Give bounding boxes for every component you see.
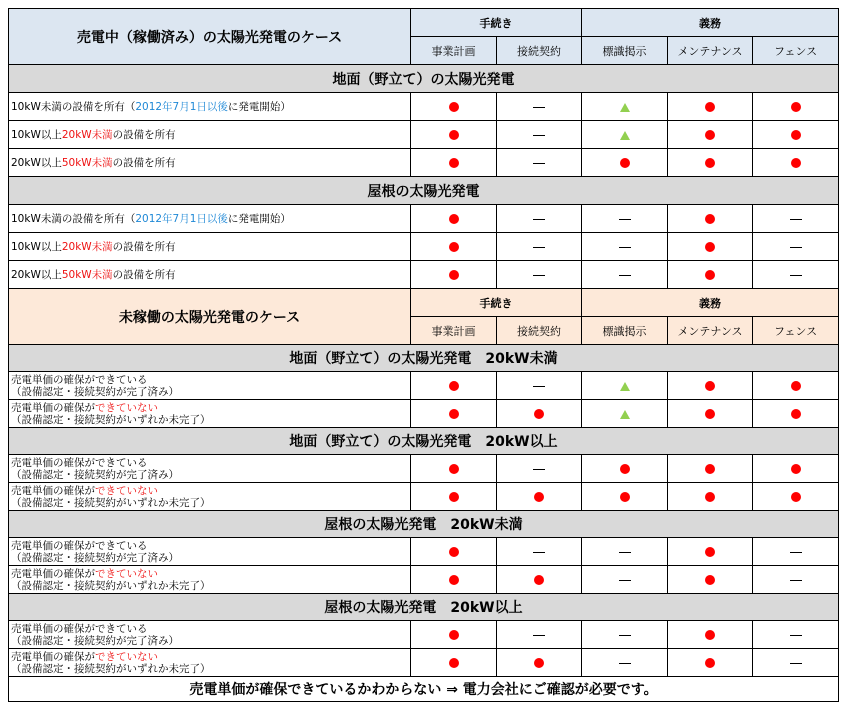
highlighted-text: できていない	[95, 650, 158, 663]
table-row	[9, 205, 839, 233]
cell-connection-contract	[497, 149, 582, 177]
red-circle-icon	[449, 547, 459, 557]
table-row	[9, 121, 839, 149]
column-header-maintenance: メンテナンス	[668, 37, 753, 65]
green-triangle-icon	[620, 382, 630, 391]
cell-maintenance	[668, 649, 753, 677]
cell-maintenance	[668, 205, 753, 233]
cell-connection-contract	[497, 649, 582, 677]
red-circle-icon	[705, 492, 715, 502]
highlighted-text: 50kW未満	[61, 269, 113, 281]
red-circle-icon	[705, 214, 715, 224]
table-row	[9, 372, 839, 400]
cell-sign-posting	[582, 649, 668, 677]
red-circle-icon	[620, 492, 630, 502]
row-label-line2: （設備認定・接続契約がいずれか未完了）	[11, 662, 211, 675]
cell-fence	[753, 483, 839, 511]
highlighted-text: できていない	[95, 567, 158, 580]
row-label	[9, 621, 411, 649]
red-circle-icon	[791, 464, 801, 474]
label-text: 20kW以上	[11, 157, 62, 169]
label-text: 売電単価の確保が	[11, 567, 95, 580]
table-row	[9, 149, 839, 177]
highlighted-text: 2012年7月1日以後	[135, 101, 228, 113]
red-circle-icon	[705, 464, 715, 474]
cell-connection-contract	[497, 483, 582, 511]
section-title: 屋根の太陽光発電	[9, 177, 839, 205]
label-text: 10kW以上	[11, 129, 62, 141]
dash-icon	[619, 552, 631, 553]
red-circle-icon	[449, 102, 459, 112]
red-circle-icon	[449, 492, 459, 502]
cell-maintenance	[668, 400, 753, 428]
red-circle-icon	[705, 158, 715, 168]
label-text: 売電単価の確保が	[11, 484, 95, 497]
red-circle-icon	[449, 658, 459, 668]
red-circle-icon	[705, 130, 715, 140]
red-circle-icon	[449, 158, 459, 168]
dash-icon	[533, 552, 545, 553]
column-header-maintenance: メンテナンス	[668, 317, 753, 345]
cell-connection-contract	[497, 566, 582, 594]
red-circle-icon	[791, 381, 801, 391]
dash-icon	[533, 386, 545, 387]
label-text: 10kW以上	[11, 241, 62, 253]
red-circle-icon	[705, 270, 715, 280]
group-header-procedures: 手続き	[411, 289, 582, 317]
row-label	[9, 205, 411, 233]
red-circle-icon	[534, 409, 544, 419]
dash-icon	[533, 219, 545, 220]
cell-fence	[753, 621, 839, 649]
label-text: 売電単価の確保が	[11, 650, 95, 663]
column-header-business-plan: 事業計画	[411, 37, 497, 65]
cell-maintenance	[668, 261, 753, 289]
row-label	[9, 93, 411, 121]
cell-fence	[753, 121, 839, 149]
cell-business-plan	[411, 233, 497, 261]
row-label	[9, 121, 411, 149]
cell-business-plan	[411, 121, 497, 149]
cell-business-plan	[411, 566, 497, 594]
cell-connection-contract	[497, 93, 582, 121]
red-circle-icon	[449, 214, 459, 224]
green-triangle-icon	[620, 103, 630, 112]
dash-icon	[790, 275, 802, 276]
row-label	[9, 233, 411, 261]
section-title: 屋根の太陽光発電 20kW未満	[9, 511, 839, 538]
cell-business-plan	[411, 205, 497, 233]
column-header-fence: フェンス	[753, 37, 839, 65]
dash-icon	[790, 580, 802, 581]
highlighted-text: 2012年7月1日以後	[135, 213, 228, 225]
table-title-non-operating: 未稼働の太陽光発電のケース	[9, 289, 411, 345]
cell-business-plan	[411, 483, 497, 511]
column-header-sign-posting: 標識掲示	[582, 317, 668, 345]
row-label	[9, 566, 411, 594]
label-text: の設備を所有	[112, 269, 176, 281]
red-circle-icon	[791, 158, 801, 168]
row-label	[9, 538, 411, 566]
row-label	[9, 483, 411, 511]
row-label-line1	[11, 457, 410, 469]
row-label	[9, 400, 411, 428]
section-title: 地面（野立て）の太陽光発電 20kW未満	[9, 345, 839, 372]
dash-icon	[533, 247, 545, 248]
label-text: の設備を所有	[112, 157, 176, 169]
label-text: に発電開始）	[227, 101, 291, 113]
row-label-line2: （設備認定・接続契約が完了済み）	[11, 551, 179, 564]
red-circle-icon	[705, 575, 715, 585]
cell-sign-posting	[582, 233, 668, 261]
row-label	[9, 149, 411, 177]
row-label-line1	[11, 540, 410, 552]
cell-connection-contract	[497, 621, 582, 649]
row-label-line2: （設備認定・接続契約が完了済み）	[11, 634, 179, 647]
cell-connection-contract	[497, 538, 582, 566]
cell-sign-posting	[582, 483, 668, 511]
dash-icon	[790, 552, 802, 553]
row-label	[9, 455, 411, 483]
cell-business-plan	[411, 372, 497, 400]
column-header-connection-contract: 接続契約	[497, 317, 582, 345]
column-header-sign-posting: 標識掲示	[582, 37, 668, 65]
dash-icon	[619, 663, 631, 664]
cell-connection-contract	[497, 400, 582, 428]
label-text: 売電単価の確保ができている	[11, 373, 148, 386]
red-circle-icon	[449, 630, 459, 640]
cell-sign-posting	[582, 538, 668, 566]
table-row	[9, 233, 839, 261]
table-row	[9, 649, 839, 677]
table-row	[9, 455, 839, 483]
red-circle-icon	[449, 242, 459, 252]
cell-maintenance	[668, 372, 753, 400]
red-circle-icon	[534, 575, 544, 585]
table-row	[9, 93, 839, 121]
dash-icon	[619, 635, 631, 636]
dash-icon	[790, 247, 802, 248]
red-circle-icon	[705, 630, 715, 640]
row-label-line2: （設備認定・接続契約がいずれか未完了）	[11, 413, 211, 426]
row-label-line1	[11, 623, 410, 635]
label-text: の設備を所有	[112, 129, 176, 141]
label-text: 売電単価の確保が	[11, 401, 95, 414]
dash-icon	[533, 107, 545, 108]
cell-business-plan	[411, 621, 497, 649]
cell-maintenance	[668, 538, 753, 566]
highlighted-text: できていない	[95, 484, 158, 497]
cell-sign-posting	[582, 149, 668, 177]
table-row	[9, 621, 839, 649]
cell-business-plan	[411, 149, 497, 177]
cell-sign-posting	[582, 566, 668, 594]
cell-sign-posting	[582, 121, 668, 149]
column-header-business-plan: 事業計画	[411, 317, 497, 345]
section-title: 地面（野立て）の太陽光発電	[9, 65, 839, 93]
red-circle-icon	[705, 102, 715, 112]
label-text: 10kW未満の設備を所有（	[11, 213, 136, 225]
cell-maintenance	[668, 566, 753, 594]
red-circle-icon	[791, 102, 801, 112]
cell-maintenance	[668, 621, 753, 649]
green-triangle-icon	[620, 131, 630, 140]
row-label-line1	[11, 485, 410, 497]
label-text: の設備を所有	[112, 241, 176, 253]
row-label-line2: （設備認定・接続契約がいずれか未完了）	[11, 496, 211, 509]
table-row	[9, 400, 839, 428]
group-header-obligations: 義務	[582, 289, 839, 317]
red-circle-icon	[620, 464, 630, 474]
red-circle-icon	[449, 270, 459, 280]
cell-maintenance	[668, 455, 753, 483]
cell-fence	[753, 205, 839, 233]
cell-business-plan	[411, 649, 497, 677]
cell-connection-contract	[497, 455, 582, 483]
cell-maintenance	[668, 93, 753, 121]
dash-icon	[533, 635, 545, 636]
section-title: 屋根の太陽光発電 20kW以上	[9, 594, 839, 621]
cell-business-plan	[411, 538, 497, 566]
red-circle-icon	[534, 492, 544, 502]
cell-fence	[753, 566, 839, 594]
highlighted-text: 20kW未満	[61, 129, 113, 141]
red-circle-icon	[449, 575, 459, 585]
label-text: に発電開始）	[227, 213, 291, 225]
solar-obligation-table	[8, 8, 839, 702]
row-label	[9, 649, 411, 677]
red-circle-icon	[791, 409, 801, 419]
dash-icon	[533, 163, 545, 164]
red-circle-icon	[705, 409, 715, 419]
cell-sign-posting	[582, 372, 668, 400]
cell-business-plan	[411, 455, 497, 483]
group-header-obligations: 義務	[582, 9, 839, 37]
cell-fence	[753, 649, 839, 677]
cell-maintenance	[668, 121, 753, 149]
highlighted-text: 20kW未満	[61, 241, 113, 253]
label-text: 売電単価の確保ができている	[11, 622, 148, 635]
red-circle-icon	[620, 158, 630, 168]
red-circle-icon	[791, 492, 801, 502]
cell-sign-posting	[582, 400, 668, 428]
label-text: 売電単価の確保ができている	[11, 539, 148, 552]
red-circle-icon	[705, 381, 715, 391]
table-row	[9, 566, 839, 594]
table-row	[9, 538, 839, 566]
cell-sign-posting	[582, 455, 668, 483]
red-circle-icon	[791, 130, 801, 140]
dash-icon	[619, 275, 631, 276]
cell-fence	[753, 400, 839, 428]
red-circle-icon	[449, 409, 459, 419]
cell-fence	[753, 93, 839, 121]
cell-fence	[753, 372, 839, 400]
footer-note: 売電単価が確保できているかわからない ⇒ 電力会社にご確認が必要です。	[9, 677, 839, 702]
section-title: 地面（野立て）の太陽光発電 20kW以上	[9, 428, 839, 455]
row-label-line1	[11, 651, 410, 663]
cell-connection-contract	[497, 205, 582, 233]
dash-icon	[619, 580, 631, 581]
label-text: 10kW未満の設備を所有（	[11, 101, 136, 113]
row-label-line1	[11, 568, 410, 580]
cell-business-plan	[411, 400, 497, 428]
green-triangle-icon	[620, 410, 630, 419]
cell-sign-posting	[582, 621, 668, 649]
group-header-procedures: 手続き	[411, 9, 582, 37]
row-label-line1	[11, 374, 410, 386]
dash-icon	[790, 663, 802, 664]
row-label-line2: （設備認定・接続契約が完了済み）	[11, 385, 179, 398]
dash-icon	[790, 219, 802, 220]
row-label	[9, 261, 411, 289]
dash-icon	[533, 275, 545, 276]
cell-fence	[753, 149, 839, 177]
cell-connection-contract	[497, 372, 582, 400]
cell-sign-posting	[582, 261, 668, 289]
cell-sign-posting	[582, 205, 668, 233]
row-label-line2: （設備認定・接続契約が完了済み）	[11, 468, 179, 481]
dash-icon	[533, 469, 545, 470]
column-header-connection-contract: 接続契約	[497, 37, 582, 65]
cell-maintenance	[668, 483, 753, 511]
cell-connection-contract	[497, 261, 582, 289]
dash-icon	[790, 635, 802, 636]
red-circle-icon	[534, 658, 544, 668]
row-label-line2: （設備認定・接続契約がいずれか未完了）	[11, 579, 211, 592]
row-label	[9, 372, 411, 400]
dash-icon	[533, 135, 545, 136]
highlighted-text: 50kW未満	[61, 157, 113, 169]
row-label-line1	[11, 402, 410, 414]
cell-business-plan	[411, 93, 497, 121]
cell-fence	[753, 233, 839, 261]
cell-fence	[753, 261, 839, 289]
table-title-operating: 売電中（稼働済み）の太陽光発電のケース	[9, 9, 411, 65]
dash-icon	[619, 219, 631, 220]
cell-business-plan	[411, 261, 497, 289]
table-row	[9, 261, 839, 289]
column-header-fence: フェンス	[753, 317, 839, 345]
table-row	[9, 483, 839, 511]
red-circle-icon	[705, 658, 715, 668]
cell-maintenance	[668, 233, 753, 261]
red-circle-icon	[449, 130, 459, 140]
red-circle-icon	[449, 464, 459, 474]
label-text: 売電単価の確保ができている	[11, 456, 148, 469]
dash-icon	[619, 247, 631, 248]
red-circle-icon	[449, 381, 459, 391]
red-circle-icon	[705, 242, 715, 252]
highlighted-text: できていない	[95, 401, 158, 414]
label-text: 20kW以上	[11, 269, 62, 281]
red-circle-icon	[705, 547, 715, 557]
cell-connection-contract	[497, 121, 582, 149]
cell-fence	[753, 455, 839, 483]
cell-sign-posting	[582, 93, 668, 121]
cell-maintenance	[668, 149, 753, 177]
cell-fence	[753, 538, 839, 566]
cell-connection-contract	[497, 233, 582, 261]
